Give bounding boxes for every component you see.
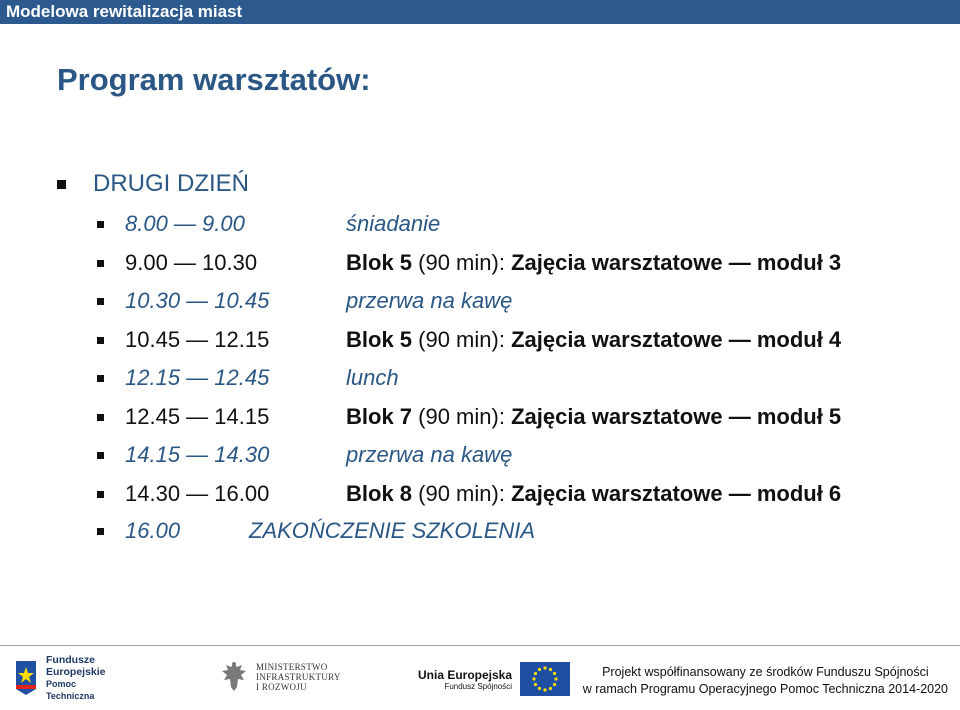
schedule-description-part: lunch: [346, 365, 399, 390]
schedule-description: [346, 481, 841, 507]
schedule-time: 9.00 — 10.30: [125, 250, 258, 275]
schedule-description: [346, 365, 399, 391]
fe-logo: [12, 656, 120, 700]
schedule-description-part: Blok 8: [346, 481, 413, 506]
eu-flag-star: [554, 677, 557, 680]
schedule-description: [346, 404, 841, 430]
square-bullet-icon: [97, 452, 104, 459]
schedule-description-part: Blok 5: [346, 250, 413, 275]
schedule-item: [97, 248, 841, 278]
square-bullet-icon: [97, 491, 104, 498]
square-bullet-icon: [97, 221, 104, 228]
polish-eagle-icon: [220, 660, 248, 694]
schedule-description: [346, 288, 512, 314]
eu-flag-star: [538, 668, 541, 671]
eu-flag-star: [543, 666, 546, 669]
schedule-description: [346, 442, 512, 468]
schedule-item: [97, 440, 512, 470]
ministry-line1: MINISTERSTWO: [256, 662, 328, 672]
schedule-time: 8.00 — 9.00: [125, 211, 245, 236]
ministry-logo: [220, 660, 341, 694]
schedule-description-part: (90 min):: [412, 404, 512, 429]
project-line1: Projekt współfinansowany ze środków Funduszu Spójności: [602, 665, 929, 679]
eu-flag-star: [534, 683, 537, 686]
title-bar: [0, 0, 960, 24]
schedule-item: [97, 209, 440, 239]
schedule-description-part: śniadanie: [346, 211, 441, 236]
schedule-time: 10.45 — 12.15: [125, 327, 270, 352]
square-bullet-icon: [97, 375, 104, 382]
schedule-description: [346, 250, 841, 276]
schedule-description-part: Blok 7: [346, 404, 413, 429]
eu-flag-star: [532, 677, 535, 680]
schedule-time: 14.30 — 16.00: [125, 481, 270, 506]
eu-flag-icon: [520, 662, 570, 696]
schedule-description-part: Zajęcia warsztatowe — moduł 6: [511, 481, 842, 506]
ministry-line3: I ROZWOJU: [256, 682, 307, 692]
square-bullet-icon: [97, 260, 104, 267]
page-title: Program warsztatów:: [57, 62, 371, 97]
eu-flag-star: [553, 683, 556, 686]
square-bullet-icon: [97, 298, 104, 305]
schedule-item: [97, 479, 841, 509]
square-bullet-icon: [97, 337, 104, 344]
closing-item: [97, 516, 535, 546]
schedule-description-part: (90 min):: [412, 327, 512, 352]
schedule-time: 10.30 — 10.45: [125, 288, 270, 313]
schedule-description-part: (90 min):: [412, 250, 512, 275]
fe-logo-line3: Pomoc Techniczna: [46, 679, 95, 701]
schedule-description-part: przerwa na kawę: [346, 442, 513, 467]
schedule-description-part: (90 min):: [412, 481, 512, 506]
eu-flag-star: [549, 668, 552, 671]
schedule-description-part: Zajęcia warsztatowe — moduł 5: [511, 404, 842, 429]
closing-label: ZAKOŃCZENIE SZKOLENIA: [249, 518, 536, 543]
schedule-item: [97, 402, 841, 432]
schedule-time: 12.45 — 14.15: [125, 404, 270, 429]
closing-time: 16.00: [125, 518, 181, 543]
schedule-description-part: Zajęcia warsztatowe — moduł 3: [511, 250, 842, 275]
schedule-description-part: Zajęcia warsztatowe — moduł 4: [511, 327, 842, 352]
ministry-line2: INFRASTRUKTURY: [256, 672, 341, 682]
fe-logo-line1: Fundusze: [46, 654, 95, 666]
square-bullet-icon: [97, 528, 104, 535]
ue-logo-subtitle: Fundusz Spójności: [444, 681, 513, 691]
eu-flag-star: [534, 672, 537, 675]
fe-logo-line2: Europejskie: [46, 666, 106, 678]
schedule-item: [97, 325, 841, 355]
eu-flag-star: [553, 672, 556, 675]
square-bullet-icon: [97, 414, 104, 421]
ue-logo: [418, 662, 570, 696]
day-item: [57, 168, 249, 200]
eu-flag-star: [549, 687, 552, 690]
schedule-description: [346, 327, 841, 353]
schedule-time: 14.15 — 14.30: [125, 442, 270, 467]
day-label: DRUGI DZIEŃ: [93, 170, 249, 197]
ue-logo-title: Unia Europejska: [418, 667, 513, 682]
project-info: [583, 664, 948, 698]
eu-flag-star: [538, 687, 541, 690]
eu-funds-star-icon: [12, 659, 40, 697]
eu-flag-star: [543, 688, 546, 691]
schedule-item: [97, 363, 399, 393]
schedule-item: [97, 286, 512, 316]
square-bullet-icon: [57, 180, 66, 189]
schedule-description-part: przerwa na kawę: [346, 288, 513, 313]
schedule-time: 12.15 — 12.45: [125, 365, 270, 390]
presentation-title: Modelowa rewitalizacja miast: [6, 2, 243, 21]
footer-divider: [0, 645, 960, 646]
schedule-description-part: Blok 5: [346, 327, 413, 352]
project-line2: w ramach Programu Operacyjnego Pomoc Techniczna 2014-2020: [582, 682, 948, 696]
schedule-description: [346, 211, 440, 237]
